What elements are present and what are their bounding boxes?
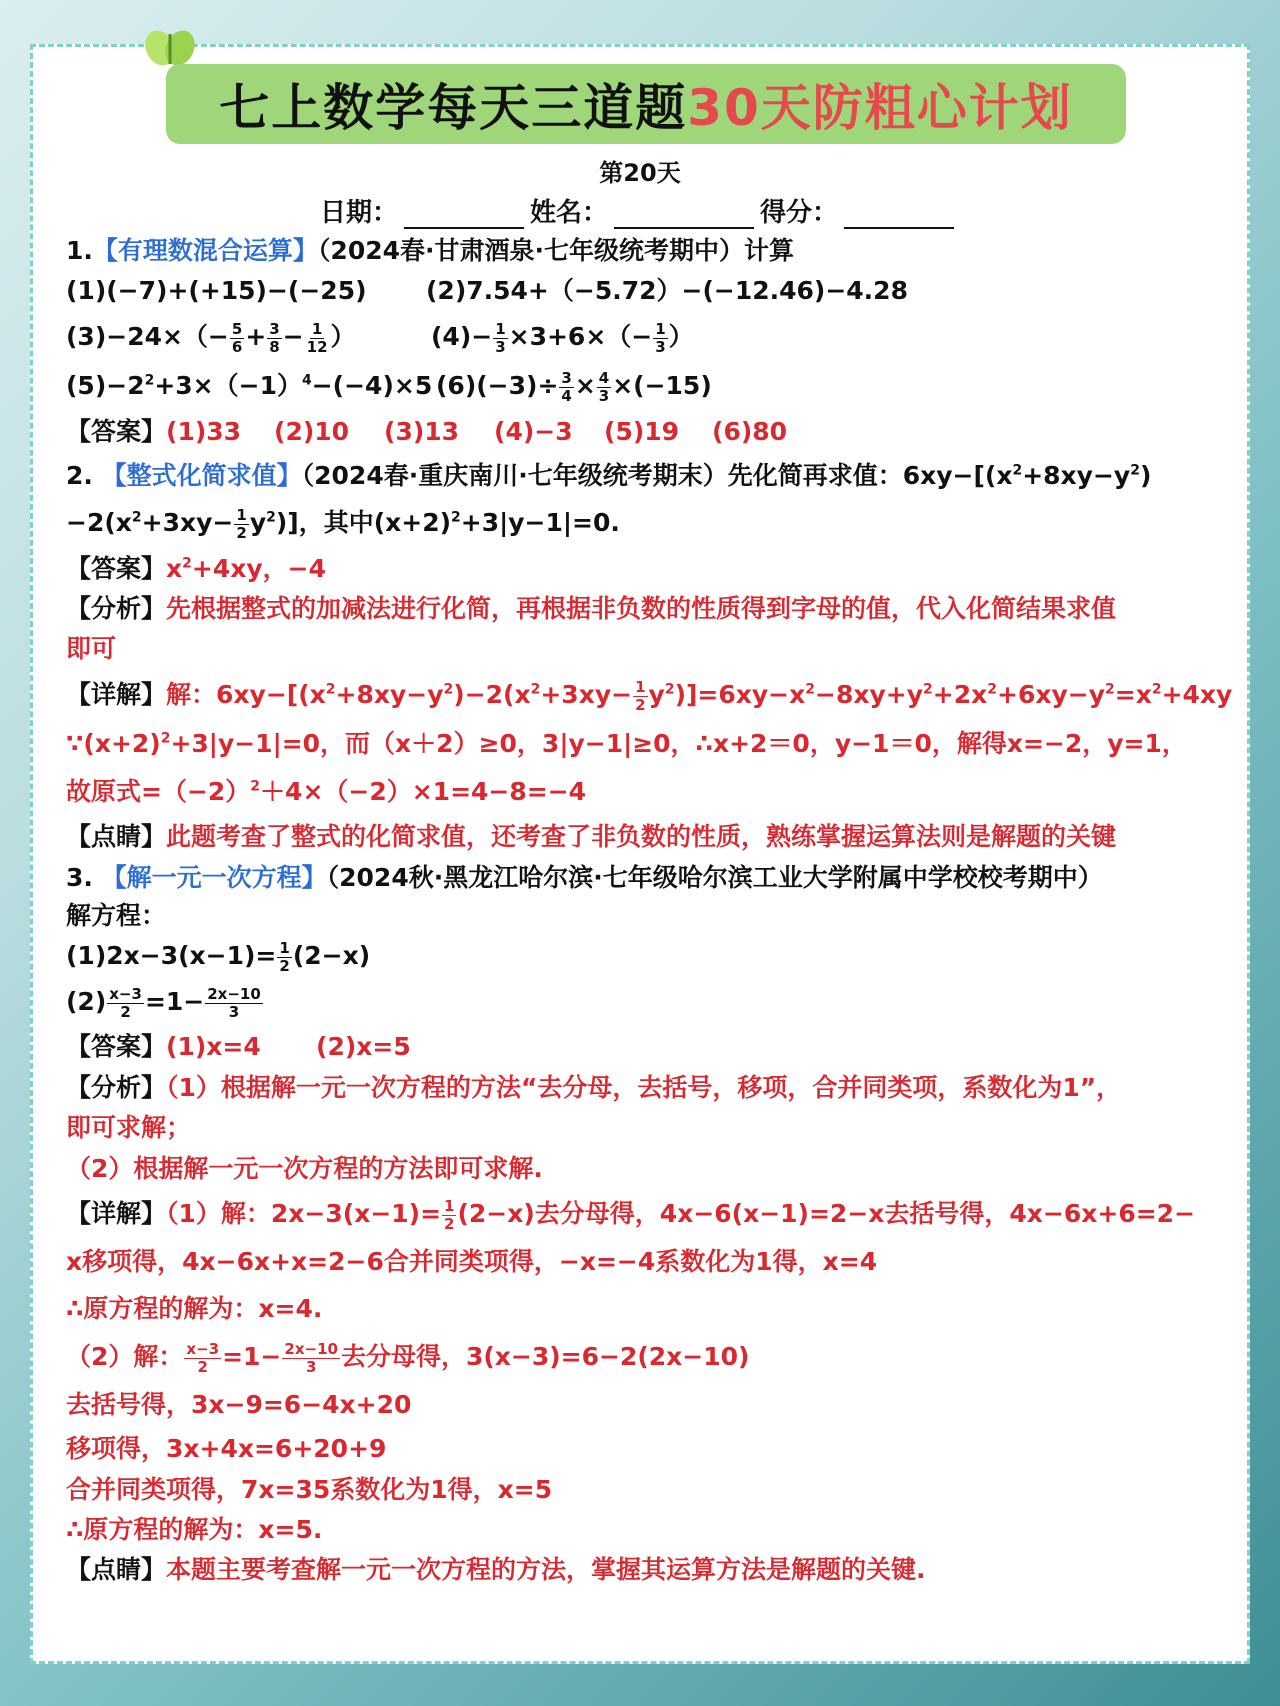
q2-analysis-cont: 即可 [66, 634, 117, 663]
q3-detail-1: 【详解】（1）解：2x−3(x−1)= $\frac{1}{2}$ (2−x)去分母得，4x−6(x−1)=2−x去括号得，4x−6x+6=2− [66, 1196, 1196, 1233]
q3-detail-8: ∴原方程的解为：x=5. [66, 1515, 323, 1544]
q2-detail-1: 【详解】解：$6xy-[(x^2+8xy-y^2)-2(x^2+3xy-$ $\frac{1}{2}$ $y^2)]=6xy-x^2-8xy+y^2+2x^2+6xy-y^2=x^2+4xy$ [66, 677, 1233, 714]
day-label: 第20天 [599, 159, 681, 187]
q3-answer-1: (1)x=4 [166, 1032, 261, 1061]
q3-part-1: (1)2x−3(x−1)= $\frac{1}{2}$ (2−x) [66, 938, 371, 975]
score-blank [844, 197, 954, 229]
q3-heading [66, 858, 1226, 898]
q3-detail-2: x移项得，4x−6x+x=2−6合并同类项得，−x=−4系数化为1得，x=4 [66, 1247, 878, 1276]
title-accent: 30天防粗心计划 [687, 79, 1073, 137]
q2-number: 2. [66, 461, 93, 490]
q1-heading [66, 232, 1226, 270]
q1-answer-label: 【答案】 [66, 417, 167, 446]
info-form [0, 192, 1280, 229]
q2-tag: 【整式化简求值】 [101, 461, 302, 490]
name-blank [614, 197, 754, 229]
date-label: 日期： [319, 198, 398, 228]
q1-answer-2: (2)10 [274, 417, 350, 446]
q3-detail-3: ∴原方程的解为：x=4. [66, 1294, 323, 1323]
q3-detail-5: 去括号得，3x−9=6−4x+20 [66, 1390, 412, 1419]
q1-row-b [66, 312, 1226, 362]
q1-answer-1: (1)33 [166, 417, 242, 446]
q3-part-2: (2) $\frac{x-3}{2}$ =1− $\frac{2x-10}{3}$ [66, 984, 261, 1021]
q1-part-2: (2)7.54+（−5.72）−(−12.46)−4.28 [426, 276, 908, 305]
q1-answer-5: (5)19 [604, 417, 680, 446]
q3-answer-row: 【答案】 (1)x=4 (2)x=5 [66, 1026, 1226, 1068]
q3-detail-7: 合并同类项得，7x=35系数化为1得，x=5 [66, 1475, 553, 1504]
worksheet-content [66, 232, 1233, 1590]
q1-answer-row [66, 410, 1226, 454]
score-label: 得分： [760, 198, 839, 228]
q2-analysis: 【分析】先根据整式的加减法进行化简，再根据非负数的性质得到字母的值，代入化简结果求值 [66, 594, 1117, 623]
date-blank [404, 197, 524, 229]
q2-source: （2024春·重庆南川·七年级统考期末）先化简再求值：$6xy-[(x^2+8xy-y^2)$ [301, 461, 1152, 490]
q1-answer-4: (4)−3 [494, 417, 573, 446]
q1-part-4: (4)− $\frac{1}{3}$ ×3+6×（− $\frac{1}{3}$ ） [431, 319, 694, 356]
q2-expression: $-2(x^2+3xy-$ $\frac{1}{2}$ $y^2$)]，其中$(x+2)^2+3|y-1|=0$. [66, 505, 620, 542]
q3-analysis: 【分析】（1）根据解一元一次方程的方法“去分母，去括号，移项，合并同类项，系数化为1”， [66, 1073, 1122, 1102]
name-label: 姓名： [529, 198, 608, 228]
q1-tag: 【有理数混合运算】 [92, 236, 318, 265]
q3-detail-4: （2）解： $\frac{x-3}{2}$ =1− $\frac{2x-10}{3}$ 去分母得，3(x−3)=6−2(2x−10) [66, 1339, 750, 1376]
q1-part-5: $(5)-2^2+3\times(-1)^4-(-4)\times 5$ [66, 371, 433, 400]
q3-point: 【点睛】本题主要考查解一元一次方程的方法，掌握其运算方法是解题的关键. [66, 1555, 926, 1584]
q1-part-3: (3)−24×（− $\frac{5}{6}$ + $\frac{3}{8}$ − $\frac{1}{12}$ ） [66, 319, 356, 356]
q1-part-1: (1)(−7)+(+15)−(−25) [66, 276, 367, 305]
q3-analysis-cont: 即可求解； [66, 1113, 192, 1142]
q1-answer-3: (3)13 [384, 417, 460, 446]
q3-source: （2024秋·黑龙江哈尔滨·七年级哈尔滨工业大学附属中学校校考期中） [326, 863, 1103, 892]
q1-row-c [66, 362, 1226, 410]
q3-answer-2: (2)x=5 [316, 1032, 411, 1061]
q3-analysis-2: （2）根据解一元一次方程的方法即可求解. [66, 1154, 543, 1183]
q1-row-a [66, 270, 1226, 312]
q2-answer-value: $x^2+4xy$，−4 [166, 554, 327, 583]
q2-answer: 【答案】$x^2+4xy$，−4 [66, 554, 327, 583]
title-main: 七上数学每天三道题 [219, 79, 688, 137]
q1-answer-6: (6)80 [712, 417, 788, 446]
q1-part-6: (6)(−3)÷ $\frac{3}{4}$ × $\frac{4}{3}$ ×(−15) [436, 368, 712, 405]
title-banner [166, 64, 1126, 144]
q3-detail-6: 移项得，3x+4x=6+20+9 [66, 1434, 387, 1463]
q2-detail-3: 故原式$=(-2)^2+4\times(-2)\times 1=4-8=-4$ [66, 777, 587, 806]
q2-heading [66, 454, 1226, 498]
q1-source: （2024春·甘肃酒泉·七年级统考期中）计算 [317, 236, 794, 265]
q3-number: 3. [66, 863, 93, 892]
q3-tag: 【解一元一次方程】 [101, 863, 327, 892]
q1-number: 1. [66, 236, 93, 265]
q2-detail-2: $\because(x+2)^2+3|y-1|=0$，而（x＋2）≥0，3|y−1|≥0，∴x+2＝0，y−1＝0，解得x=−2，y=1， [66, 729, 1187, 758]
q2-point: 【点睛】此题考查了整式的化简求值，还考查了非负数的性质，熟练掌握运算法则是解题的关键 [66, 822, 1117, 851]
q3-prompt: 解方程： [66, 901, 167, 930]
